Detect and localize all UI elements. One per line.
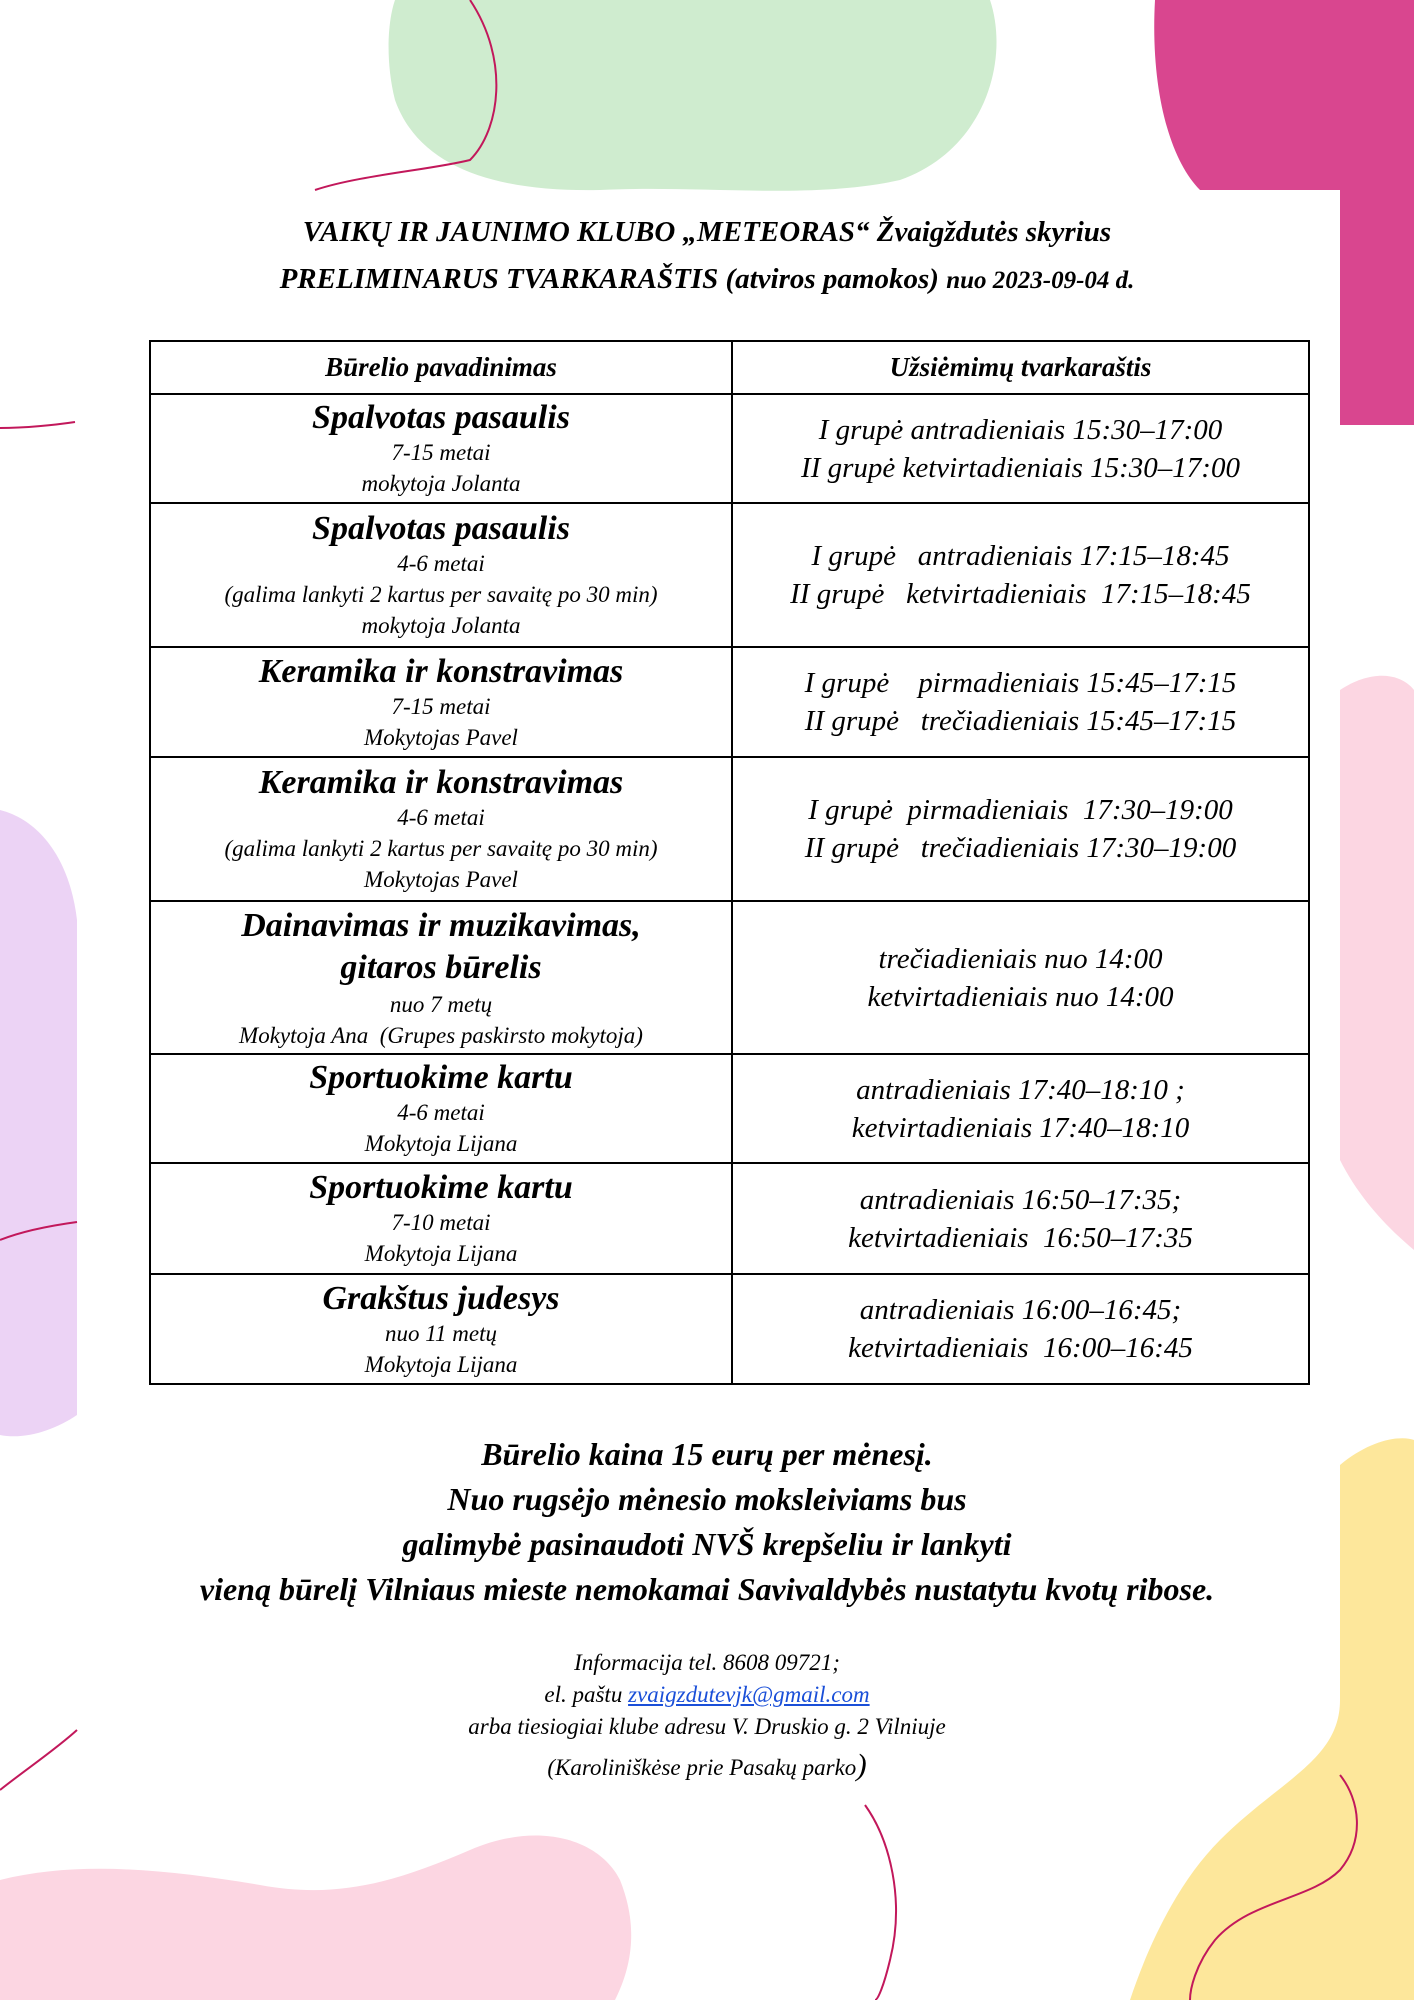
club-cell <box>150 901 732 1054</box>
club-name: Spalvotas pasaulis <box>312 399 570 436</box>
header-club-name: Būrelio pavadinimas <box>150 341 732 394</box>
club-teacher: Mokytoja Lijana <box>364 1241 518 1266</box>
schedule-table <box>149 340 1310 1385</box>
club-age: nuo 7 metų <box>389 991 493 1017</box>
club-cell <box>150 1054 732 1163</box>
schedule-line: antradieniais 17:40–18:10 ; <box>856 1073 1185 1106</box>
club-teacher: Mokytoja Lijana <box>364 1351 518 1377</box>
schedule-line: ketvirtadieniais nuo 14:00 <box>867 980 1174 1013</box>
club-cell <box>150 1163 732 1274</box>
price-line-4: vieną būrelį Vilniaus mieste nemokamai Savivaldybės nustatytu kvotų ribose. <box>199 1571 1215 1607</box>
email-link[interactable]: zvaigzdutevjk@gmail.com <box>628 1682 870 1707</box>
table-row <box>150 1274 1309 1384</box>
schedule-line: II grupė ketvirtadieniais 15:30–17:00 <box>801 451 1240 484</box>
club-age: 7-15 metai <box>391 440 491 465</box>
title-line-2 <box>0 263 1414 296</box>
club-age: 4-6 metai <box>397 1100 485 1125</box>
club-cell <box>150 503 732 647</box>
schedule-line: antradieniais 16:00–16:45; <box>859 1294 1182 1326</box>
club-name: Spalvotas pasaulis <box>312 510 570 547</box>
schedule-line: ketvirtadieniais 16:50–17:35 <box>848 1221 1193 1254</box>
schedule-line: I grupė antradieniais 15:30–17:00 <box>818 413 1223 446</box>
table-header-row <box>150 341 1309 394</box>
price-line-2: Nuo rugsėjo mėnesio moksleiviams bus <box>447 1481 967 1517</box>
location-text: (Karoliniškėse prie Pasakų parko <box>547 1755 857 1780</box>
schedule-line: I grupė pirmadieniais 15:45–17:15 <box>804 667 1237 699</box>
title-line-1: VAIKŲ IR JAUNIMO KLUBO „METEORAS“ Žvaigždutės skyrius <box>302 216 1112 248</box>
location-line <box>0 1749 1414 1784</box>
club-name: Sportuokime kartu <box>309 1169 573 1206</box>
table-row <box>150 647 1309 757</box>
schedule-line: ketvirtadieniais 16:00–16:45 <box>848 1332 1193 1364</box>
schedule-cell <box>732 394 1309 503</box>
contact-info <box>0 1647 1414 1784</box>
club-teacher: mokytoja Jolanta <box>361 471 521 496</box>
club-cell <box>150 757 732 901</box>
price-line-1: Būrelio kaina 15 eurų per mėnesį. <box>481 1436 933 1472</box>
table-row <box>150 1054 1309 1163</box>
club-cell <box>150 647 732 757</box>
location-close-paren: ) <box>856 1747 867 1782</box>
club-name: Keramika ir konstravimas <box>258 764 624 801</box>
club-teacher: mokytoja Jolanta <box>361 613 521 638</box>
club-name: Dainavimas ir muzikavimas, <box>241 906 641 944</box>
schedule-cell <box>732 647 1309 757</box>
schedule-cell <box>732 1274 1309 1384</box>
club-name: Sportuokime kartu <box>309 1059 573 1096</box>
schedule-cell <box>732 1054 1309 1163</box>
schedule-line: ketvirtadieniais 17:40–18:10 <box>851 1111 1190 1144</box>
table-row <box>150 901 1309 1054</box>
club-cell <box>150 1274 732 1384</box>
title-line-2-main: PRELIMINARUS TVARKARAŠTIS (atviros pamokos) <box>279 263 939 295</box>
schedule-line: I grupė antradieniais 17:15–18:45 <box>811 540 1230 572</box>
email-prefix: el. paštu <box>544 1682 629 1707</box>
title-date: nuo 2023-09-04 d. <box>946 267 1135 294</box>
club-note: (galima lankyti 2 kartus per savaitę po 30 min) <box>224 836 658 861</box>
schedule-line: I grupė pirmadieniais 17:30–19:00 <box>808 794 1233 826</box>
phone-line: Informacija tel. 8608 09721; <box>574 1650 840 1675</box>
club-teacher: Mokytoja Lijana <box>364 1131 518 1156</box>
schedule-line: II grupė ketvirtadieniais 17:15–18:45 <box>790 578 1251 610</box>
club-age: 7-15 metai <box>391 693 491 719</box>
table-row <box>150 394 1309 503</box>
club-name-line-2: gitaros būrelis <box>340 948 542 986</box>
club-name: Grakštus judesys <box>322 1279 560 1317</box>
schedule-line: II grupė trečiadieniais 15:45–17:15 <box>804 705 1237 737</box>
club-age: 4-6 metai <box>397 551 485 576</box>
schedule-cell <box>732 1163 1309 1274</box>
table-row <box>150 503 1309 647</box>
schedule-line: trečiadieniais nuo 14:00 <box>878 942 1163 975</box>
schedule-line: antradieniais 16:50–17:35; <box>859 1183 1182 1216</box>
schedule-cell <box>732 901 1309 1054</box>
price-notice <box>0 1432 1414 1612</box>
club-cell <box>150 394 732 503</box>
club-note: (galima lankyti 2 kartus per savaitę po 30 min) <box>224 582 658 607</box>
address-line: arba tiesiogiai klube adresu V. Druskio g. 2 Vilniuje <box>468 1714 946 1739</box>
email-line <box>0 1679 1414 1711</box>
club-age: nuo 11 metų <box>384 1320 497 1346</box>
schedule-cell <box>732 503 1309 647</box>
schedule-line: II grupė trečiadieniais 17:30–19:00 <box>804 832 1237 864</box>
price-line-3: galimybė pasinaudoti NVŠ krepšeliu ir lankyti <box>402 1526 1012 1562</box>
table-row <box>150 1163 1309 1274</box>
header-schedule: Užsiėmimų tvarkaraštis <box>732 341 1309 394</box>
table-row <box>150 757 1309 901</box>
club-teacher: Mokytojas Pavel <box>364 867 518 892</box>
club-teacher: Mokytoja Ana (Grupes paskirsto mokytoja) <box>239 1022 643 1048</box>
club-name: Keramika ir konstravimas <box>258 652 624 690</box>
club-age: 4-6 metai <box>397 805 485 830</box>
club-teacher: Mokytojas Pavel <box>364 724 518 750</box>
schedule-cell <box>732 757 1309 901</box>
club-age: 7-10 metai <box>391 1210 491 1235</box>
